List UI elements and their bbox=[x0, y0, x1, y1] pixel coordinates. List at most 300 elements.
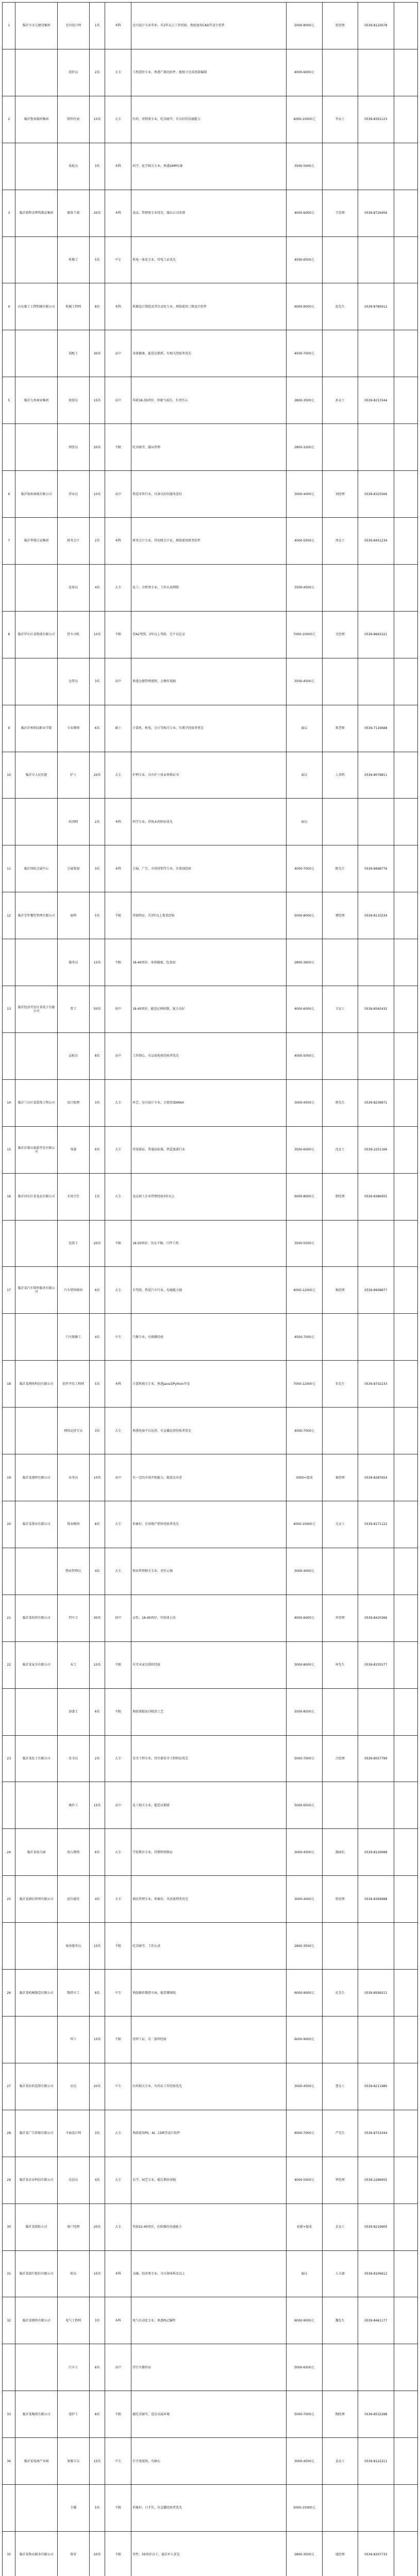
headcount-cell: 3名 bbox=[90, 845, 105, 892]
contact-phone-cell: 0539-8908877 bbox=[358, 1267, 394, 1314]
requirements-cell: 吃苦耐劳，工作认真 bbox=[131, 1923, 287, 1970]
requirements-cell: 热爱零售行业，具备良好的服务意识 bbox=[131, 471, 287, 518]
salary-cell: 5000-7000元 bbox=[287, 2391, 322, 2438]
contact-phone-cell: 0539-2251166 bbox=[358, 1126, 394, 1173]
education-cell: 大专 bbox=[105, 2157, 131, 2204]
position-name-cell: 窑炉工 bbox=[57, 2391, 90, 2438]
table-row bbox=[3, 939, 418, 986]
row-number-cell: 21 bbox=[3, 1595, 15, 1641]
row-number-cell: 3 bbox=[3, 190, 15, 236]
salary-cell: 面议 bbox=[287, 2250, 322, 2297]
position-name-cell: 汽车销售顾问 bbox=[57, 1267, 90, 1314]
table-row bbox=[3, 2485, 418, 2532]
headcount-cell: 5名 bbox=[90, 2485, 105, 2532]
contact-person-cell bbox=[322, 939, 358, 986]
contact-person-cell bbox=[322, 1220, 358, 1267]
education-cell: 大专 bbox=[105, 49, 131, 96]
contact-person-cell: 褚经理 bbox=[322, 892, 358, 939]
education-cell: 大专 bbox=[105, 564, 131, 611]
company-name-cell: 临沂新程金锣肉制品集团 bbox=[15, 190, 57, 236]
position-name-cell: 业务员 bbox=[57, 1454, 90, 1501]
requirements-cell: 有驾照，热爱汽车行业，沟通能力强 bbox=[131, 1267, 287, 1314]
contact-person-cell: 戚经理 bbox=[322, 2531, 358, 2576]
salary-cell: 2800-3200元 bbox=[287, 424, 322, 471]
blank-cell bbox=[394, 2297, 417, 2344]
company-name-cell: 临沂某陶瓷有限公司 bbox=[15, 2391, 57, 2438]
contact-phone-cell: 0539-7116688 bbox=[358, 705, 394, 752]
contact-person-cell: 陶经理 bbox=[322, 2391, 358, 2438]
row-number-cell: 35 bbox=[3, 2531, 15, 2576]
blank-cell bbox=[394, 2531, 417, 2576]
salary-cell: 5000-6500元 bbox=[287, 2344, 322, 2391]
education-cell: 不限 bbox=[105, 1923, 131, 1970]
table-row bbox=[3, 1688, 418, 1735]
contact-person-cell bbox=[322, 1782, 358, 1829]
contact-phone-cell: 0539-8785612 bbox=[358, 283, 394, 330]
row-number-cell: 32 bbox=[3, 2297, 15, 2344]
contact-person-cell bbox=[322, 236, 358, 283]
contact-person-cell bbox=[322, 1032, 358, 1079]
headcount-cell: 3名 bbox=[90, 143, 105, 190]
row-number-cell bbox=[3, 564, 15, 611]
contact-phone-cell bbox=[358, 1032, 394, 1079]
requirements-cell: 持厨师证，有3年以上鲁菜经验 bbox=[131, 892, 287, 939]
table-row bbox=[3, 799, 418, 845]
headcount-cell: 20名 bbox=[90, 752, 105, 799]
headcount-cell: 8名 bbox=[90, 283, 105, 330]
headcount-cell: 6名 bbox=[90, 705, 105, 752]
contact-person-cell: 吕经理 bbox=[322, 1735, 358, 1782]
contact-person-cell: 赵先生 bbox=[322, 283, 358, 330]
requirements-cell: 持焊工证，有二保焊经验 bbox=[131, 2016, 287, 2063]
headcount-cell: 20名 bbox=[90, 2063, 105, 2110]
contact-phone-cell: 0539-8461177 bbox=[358, 2297, 394, 2344]
contact-phone-cell: 0539-8125678 bbox=[358, 3, 394, 49]
table-row bbox=[3, 2016, 418, 2063]
education-cell: 本科 bbox=[105, 799, 131, 845]
education-cell: 大专 bbox=[105, 1735, 131, 1782]
education-cell: 大专 bbox=[105, 2110, 131, 2157]
table-row bbox=[3, 236, 418, 283]
headcount-cell: 5名 bbox=[90, 236, 105, 283]
row-number-cell: 24 bbox=[3, 1829, 15, 1876]
position-name-cell: 软件开发工程师 bbox=[57, 1361, 90, 1408]
row-number-cell: 23 bbox=[3, 1735, 15, 1782]
requirements-cell: 持A2驾照，3年以上驾龄，无不良记录 bbox=[131, 611, 287, 658]
requirements-cell: 形象好，口才佳，有直播经验者优先 bbox=[131, 2485, 287, 2532]
contact-phone-cell: 0539-8287654 bbox=[358, 1454, 394, 1501]
requirements-cell: 年龄18-35周岁，形象气质佳，有责任心 bbox=[131, 377, 287, 424]
salary-cell: 4000-7000元 bbox=[287, 1408, 322, 1454]
salary-cell: 4000-6000元 bbox=[287, 49, 322, 96]
contact-phone-cell: 0539-8126688 bbox=[358, 1829, 394, 1876]
contact-person-cell bbox=[322, 49, 358, 96]
table-row bbox=[3, 2157, 418, 2204]
table-row bbox=[3, 1548, 418, 1595]
education-cell: 不限 bbox=[105, 2391, 131, 2438]
requirements-cell: 酒店管理专业，形象好，英语流利者优先 bbox=[131, 1876, 287, 1923]
requirements-cell: 熟悉仓储管理流程，会操作电脑 bbox=[131, 658, 287, 705]
requirements-cell: 物业管理相关专业，责任心强 bbox=[131, 1548, 287, 1595]
position-name-cell: 品检员 bbox=[57, 1032, 90, 1079]
row-number-cell bbox=[3, 2016, 15, 2063]
requirements-cell: 熟悉电商平台运营，有直播运营经验者优先 bbox=[131, 1408, 287, 1454]
contact-person-cell: 严先生 bbox=[322, 2110, 358, 2157]
contact-phone-cell bbox=[358, 658, 394, 705]
position-name-cell: 财务会计 bbox=[57, 517, 90, 564]
company-name-cell bbox=[15, 1923, 57, 1970]
education-cell: 高中 bbox=[105, 1032, 131, 1079]
row-number-cell: 33 bbox=[3, 2391, 15, 2438]
contact-person-cell: 蒋先生 bbox=[322, 1079, 358, 1126]
salary-cell: 3000-4500元 bbox=[287, 1079, 322, 1126]
table-row bbox=[3, 2110, 418, 2157]
blank-cell bbox=[394, 1126, 417, 1173]
blank-cell bbox=[394, 1314, 417, 1361]
company-name-cell: 临沂某物业服务有限公司 bbox=[15, 2531, 57, 2576]
table-row bbox=[3, 517, 418, 564]
row-number-cell: 18 bbox=[3, 1361, 15, 1408]
position-name-cell: 装配工 bbox=[57, 330, 90, 377]
blank-cell bbox=[394, 2344, 417, 2391]
company-name-cell: 临沂某化工有限公司 bbox=[15, 1735, 57, 1782]
position-name-cell: 服务员 bbox=[57, 939, 90, 986]
position-name-cell: 货车司机 bbox=[57, 611, 90, 658]
company-name-cell bbox=[15, 1548, 57, 1595]
headcount-cell: 20名 bbox=[90, 2531, 105, 2576]
position-name-cell: 店员 bbox=[57, 2063, 90, 2110]
headcount-cell: 50名 bbox=[90, 986, 105, 1033]
blank-cell bbox=[394, 3, 417, 49]
headcount-cell: 30名 bbox=[90, 1595, 105, 1641]
company-name-cell bbox=[15, 1314, 57, 1361]
company-name-cell: 临沂某网络科技有限公司 bbox=[15, 1361, 57, 1408]
headcount-cell: 2名 bbox=[90, 517, 105, 564]
position-name-cell: 客户经理 bbox=[57, 2204, 90, 2250]
blank-cell bbox=[394, 1408, 417, 1454]
salary-cell: 4000-5000元 bbox=[287, 1032, 322, 1079]
contact-person-cell bbox=[322, 1688, 358, 1735]
position-name-cell: 客服专员 bbox=[57, 2438, 90, 2485]
row-number-cell: 27 bbox=[3, 2063, 15, 2110]
position-name-cell: 会展策划 bbox=[57, 845, 90, 892]
blank-cell bbox=[394, 939, 417, 986]
education-cell: 本科 bbox=[105, 517, 131, 564]
position-name-cell: 木工 bbox=[57, 1641, 90, 1688]
salary-cell: 6000-8000元 bbox=[287, 1173, 322, 1220]
row-number-cell bbox=[3, 2485, 15, 2532]
row-number-cell: 7 bbox=[3, 517, 15, 564]
blank-cell bbox=[394, 283, 417, 330]
company-name-cell bbox=[15, 799, 57, 845]
row-number-cell: 6 bbox=[3, 471, 15, 518]
headcount-cell: 15名 bbox=[90, 939, 105, 986]
education-cell: 不限 bbox=[105, 424, 131, 471]
contact-person-cell: 陈先生 bbox=[322, 845, 358, 892]
table-row bbox=[3, 1079, 418, 1126]
requirements-cell: 熟练使用PS、AI、CDR等设计软件 bbox=[131, 2110, 287, 2157]
company-name-cell: 临沂某电商产业园 bbox=[15, 2438, 57, 2485]
table-row bbox=[3, 1454, 418, 1501]
blank-cell bbox=[394, 752, 417, 799]
salary-cell: 3000-4500元 bbox=[287, 1829, 322, 1876]
contact-phone-cell: 0539-8451234 bbox=[358, 517, 394, 564]
company-name-cell bbox=[15, 330, 57, 377]
position-name-cell: 电气工程师 bbox=[57, 2297, 90, 2344]
position-name-cell: 主播 bbox=[57, 2485, 90, 2532]
salary-cell: 6000-9000元 bbox=[287, 283, 322, 330]
contact-phone-cell bbox=[358, 2344, 394, 2391]
table-row bbox=[3, 1923, 418, 1970]
blank-cell bbox=[394, 190, 417, 236]
education-cell: 高中 bbox=[105, 471, 131, 518]
row-number-cell: 11 bbox=[3, 845, 15, 892]
table-row bbox=[3, 752, 418, 799]
education-cell: 本科 bbox=[105, 283, 131, 330]
company-name-cell: 临沂经济开发区某电子有限公司 bbox=[15, 986, 57, 1033]
requirements-cell: 计算机相关专业，熟悉Java或Python开发 bbox=[131, 1361, 287, 1408]
requirements-cell: 药学、化学相关专业，熟悉GMP标准 bbox=[131, 143, 287, 190]
salary-cell: 6000-9000元 bbox=[287, 1970, 322, 2016]
contact-person-cell: 韩经理 bbox=[322, 1173, 358, 1220]
blank-cell bbox=[394, 517, 417, 564]
salary-cell: 4500-7000元 bbox=[287, 330, 322, 377]
contact-phone-cell: 0539-8335577 bbox=[358, 1641, 394, 1688]
contact-phone-cell: 0539-8106612 bbox=[358, 2250, 394, 2297]
position-name-cell: 收银员 bbox=[57, 377, 90, 424]
contact-person-cell: 曹女士 bbox=[322, 2063, 358, 2110]
contact-phone-cell: 0539-8663321 bbox=[358, 611, 394, 658]
education-cell: 硕士 bbox=[105, 705, 131, 752]
company-name-cell: 临沂某建材有限公司 bbox=[15, 1454, 57, 1501]
education-cell: 大专 bbox=[105, 1829, 131, 1876]
blank-cell bbox=[394, 96, 417, 143]
requirements-cell: 汽修专业，有维修经验 bbox=[131, 1314, 287, 1361]
contact-person-cell: 吴经理 bbox=[322, 611, 358, 658]
contact-phone-cell: 0539-8998776 bbox=[358, 845, 394, 892]
table-row bbox=[3, 3, 418, 49]
education-cell: 大专 bbox=[105, 1876, 131, 1923]
row-number-cell: 12 bbox=[3, 892, 15, 939]
requirements-cell: 食品加工企业管理经验3年以上 bbox=[131, 1173, 287, 1220]
contact-phone-cell: 0539-8425566 bbox=[358, 1595, 394, 1641]
requirements-cell: 机电一体化专业，持电工证优先 bbox=[131, 236, 287, 283]
headcount-cell: 10名 bbox=[90, 2250, 105, 2297]
headcount-cell: 20名 bbox=[90, 1220, 105, 1267]
position-name-cell: 农技员 bbox=[57, 2157, 90, 2204]
education-cell: 中专 bbox=[105, 2438, 131, 2485]
contact-phone-cell bbox=[358, 49, 394, 96]
company-name-cell: 临沂市人民医院 bbox=[15, 752, 57, 799]
position-name-cell: 挡车工 bbox=[57, 1595, 90, 1641]
salary-cell: 5000-7000元 bbox=[287, 1735, 322, 1782]
requirements-cell: 男性，55周岁以下，退伍军人优先 bbox=[131, 2531, 287, 2576]
table-row bbox=[3, 49, 418, 96]
requirements-cell: 会展、广告、市场营销等专业，有策划经验 bbox=[131, 845, 287, 892]
table-row bbox=[3, 658, 418, 705]
headcount-cell: 10名 bbox=[90, 1454, 105, 1501]
contact-person-cell bbox=[322, 330, 358, 377]
headcount-cell: 8名 bbox=[90, 2391, 105, 2438]
blank-cell bbox=[394, 1032, 417, 1079]
requirements-cell: 打字速度快，有耐心 bbox=[131, 2438, 287, 2485]
contact-phone-cell: 0539-8110234 bbox=[358, 892, 394, 939]
contact-person-cell: 沈女士 bbox=[322, 1126, 358, 1173]
row-number-cell bbox=[3, 1314, 15, 1361]
blank-cell bbox=[394, 705, 417, 752]
table-row bbox=[3, 2250, 418, 2297]
position-name-cell: 包装工 bbox=[57, 1220, 90, 1267]
blank-cell bbox=[394, 1876, 417, 1923]
headcount-cell: 10名 bbox=[90, 96, 105, 143]
education-cell: 高中 bbox=[105, 2344, 131, 2391]
position-name-cell: 行车工 bbox=[57, 2344, 90, 2391]
contact-phone-cell bbox=[358, 1782, 394, 1829]
salary-cell: 3000-4000元 bbox=[287, 471, 322, 518]
position-name-cell: 导游 bbox=[57, 1126, 90, 1173]
blank-cell bbox=[394, 424, 417, 471]
company-name-cell: 临沂罗庄区某物流有限公司 bbox=[15, 611, 57, 658]
position-name-cell: 销售代表 bbox=[57, 96, 90, 143]
requirements-cell: 食品、管理类专业优先，服从公司安排 bbox=[131, 190, 287, 236]
contact-phone-cell: 0539-8213344 bbox=[358, 377, 394, 424]
headcount-cell: 3名 bbox=[90, 2110, 105, 2157]
requirements-cell: 环艺、室内设计专业，会使用3DMAX bbox=[131, 1079, 287, 1126]
contact-person-cell: 朱先生 bbox=[322, 1361, 358, 1408]
table-row bbox=[3, 2344, 418, 2391]
headcount-cell: 3名 bbox=[90, 658, 105, 705]
headcount-cell: 8名 bbox=[90, 1501, 105, 1548]
table-row bbox=[3, 1314, 418, 1361]
blank-cell bbox=[394, 2204, 417, 2250]
company-name-cell: 临沂某农业科技有限公司 bbox=[15, 2157, 57, 2204]
requirements-cell: 熟练操作数控车床，能看懂图纸 bbox=[131, 1970, 287, 2016]
requirements-cell: 药学专业，持执业药师证优先 bbox=[131, 799, 287, 845]
position-name-cell: 保安 bbox=[57, 2531, 90, 2576]
requirements-cell: 形象好，有房地产销售经验者优先 bbox=[131, 1501, 287, 1548]
contact-phone-cell bbox=[358, 564, 394, 611]
contact-person-cell: 杨经理 bbox=[322, 1267, 358, 1314]
blank-cell bbox=[394, 1923, 417, 1970]
position-name-cell: 设计助理 bbox=[57, 1079, 90, 1126]
company-name-cell: 临沂某广告传媒有限公司 bbox=[15, 2110, 57, 2157]
contact-person-cell bbox=[322, 658, 358, 705]
company-name-cell: 临沂市天元建设集团 bbox=[15, 3, 57, 49]
company-name-cell: 临沂鲁南制药集团 bbox=[15, 96, 57, 143]
contact-person-cell: 华经理 bbox=[322, 2157, 358, 2204]
contact-person-cell: 张经理 bbox=[322, 3, 358, 49]
table-row bbox=[3, 143, 418, 190]
table-row bbox=[3, 283, 418, 330]
salary-cell: 4000-7000元 bbox=[287, 2110, 322, 2157]
position-name-cell: 物业管理员 bbox=[57, 1548, 90, 1595]
table-row bbox=[3, 705, 418, 752]
headcount-cell: 6名 bbox=[90, 2344, 105, 2391]
contact-phone-cell: 0539-8753344 bbox=[358, 2110, 394, 2157]
education-cell: 本科 bbox=[105, 3, 131, 49]
company-name-cell: 临沂青年餐饮管理有限公司 bbox=[15, 892, 57, 939]
contact-phone-cell: 0539-8557799 bbox=[358, 1735, 394, 1782]
blank-cell bbox=[394, 2391, 417, 2438]
education-cell: 本科 bbox=[105, 845, 131, 892]
position-name-cell: 储备干部 bbox=[57, 190, 90, 236]
headcount-cell: 10名 bbox=[90, 1641, 105, 1688]
row-number-cell: 30 bbox=[3, 2204, 15, 2250]
requirements-cell: 吃苦耐劳，服从管理 bbox=[131, 424, 287, 471]
position-name-cell: 客房服务员 bbox=[57, 1923, 90, 1970]
contact-person-cell: 人事科 bbox=[322, 752, 358, 799]
company-name-cell: 临沂九州商业集团 bbox=[15, 377, 57, 424]
blank-cell bbox=[394, 1220, 417, 1267]
company-name-cell bbox=[15, 143, 57, 190]
salary-cell: 底薪+提成 bbox=[287, 2204, 322, 2250]
contact-phone-cell bbox=[358, 143, 394, 190]
row-number-cell: 19 bbox=[3, 1454, 15, 1501]
blank-cell bbox=[394, 2063, 417, 2110]
row-number-cell: 14 bbox=[3, 1079, 15, 1126]
contact-phone-cell: 0539-8726456 bbox=[358, 190, 394, 236]
position-name-cell: 置业顾问 bbox=[57, 1501, 90, 1548]
position-name-cell: 机械工程师 bbox=[57, 283, 90, 330]
blank-cell bbox=[394, 611, 417, 658]
row-number-cell bbox=[3, 143, 15, 190]
headcount-cell: 3名 bbox=[90, 1408, 105, 1454]
headcount-cell: 15名 bbox=[90, 377, 105, 424]
table-row bbox=[3, 1173, 418, 1220]
table-row bbox=[3, 190, 418, 236]
requirements-cell: 化工相关专业，能适应倒班 bbox=[131, 1782, 287, 1829]
row-number-cell bbox=[3, 49, 15, 96]
headcount-cell: 4名 bbox=[90, 1548, 105, 1595]
company-name-cell bbox=[15, 236, 57, 283]
table-row bbox=[3, 2391, 418, 2438]
salary-cell: 4000-6000元 bbox=[287, 1595, 322, 1641]
table-row bbox=[3, 1970, 418, 2016]
job-table-page bbox=[2, 2, 418, 2576]
contact-phone-cell: 0539-8211980 bbox=[358, 2063, 394, 2110]
company-name-cell bbox=[15, 1408, 57, 1454]
company-name-cell bbox=[15, 939, 57, 986]
education-cell: 不限 bbox=[105, 1220, 131, 1267]
row-number-cell bbox=[3, 1408, 15, 1454]
salary-cell: 4500-7000元 bbox=[287, 1314, 322, 1361]
education-cell: 本科 bbox=[105, 1361, 131, 1408]
table-row bbox=[3, 986, 418, 1033]
requirements-cell: 身体健康，能适应倒班，有相关经验者优先 bbox=[131, 330, 287, 377]
education-cell: 不限 bbox=[105, 2531, 131, 2576]
table-row bbox=[3, 377, 418, 424]
contact-phone-cell bbox=[358, 2016, 394, 2063]
row-number-cell bbox=[3, 939, 15, 986]
table-row bbox=[3, 564, 418, 611]
headcount-cell: 10名 bbox=[90, 1923, 105, 1970]
row-number-cell: 2 bbox=[3, 96, 15, 143]
headcount-cell: 6名 bbox=[90, 1829, 105, 1876]
contact-phone-cell bbox=[358, 939, 394, 986]
education-cell: 大专 bbox=[105, 1079, 131, 1126]
education-cell: 不限 bbox=[105, 2016, 131, 2063]
blank-cell bbox=[394, 564, 417, 611]
company-name-cell: 临沂银座商城有限公司 bbox=[15, 471, 57, 518]
education-cell: 大专 bbox=[105, 1267, 131, 1314]
job-rows bbox=[3, 3, 418, 2576]
table-row bbox=[3, 1408, 418, 1454]
education-cell: 大专 bbox=[105, 2204, 131, 2250]
education-cell: 大专 bbox=[105, 752, 131, 799]
blank-cell bbox=[394, 892, 417, 939]
contact-person-cell: 周女士 bbox=[322, 517, 358, 564]
blank-cell bbox=[394, 1970, 417, 2016]
